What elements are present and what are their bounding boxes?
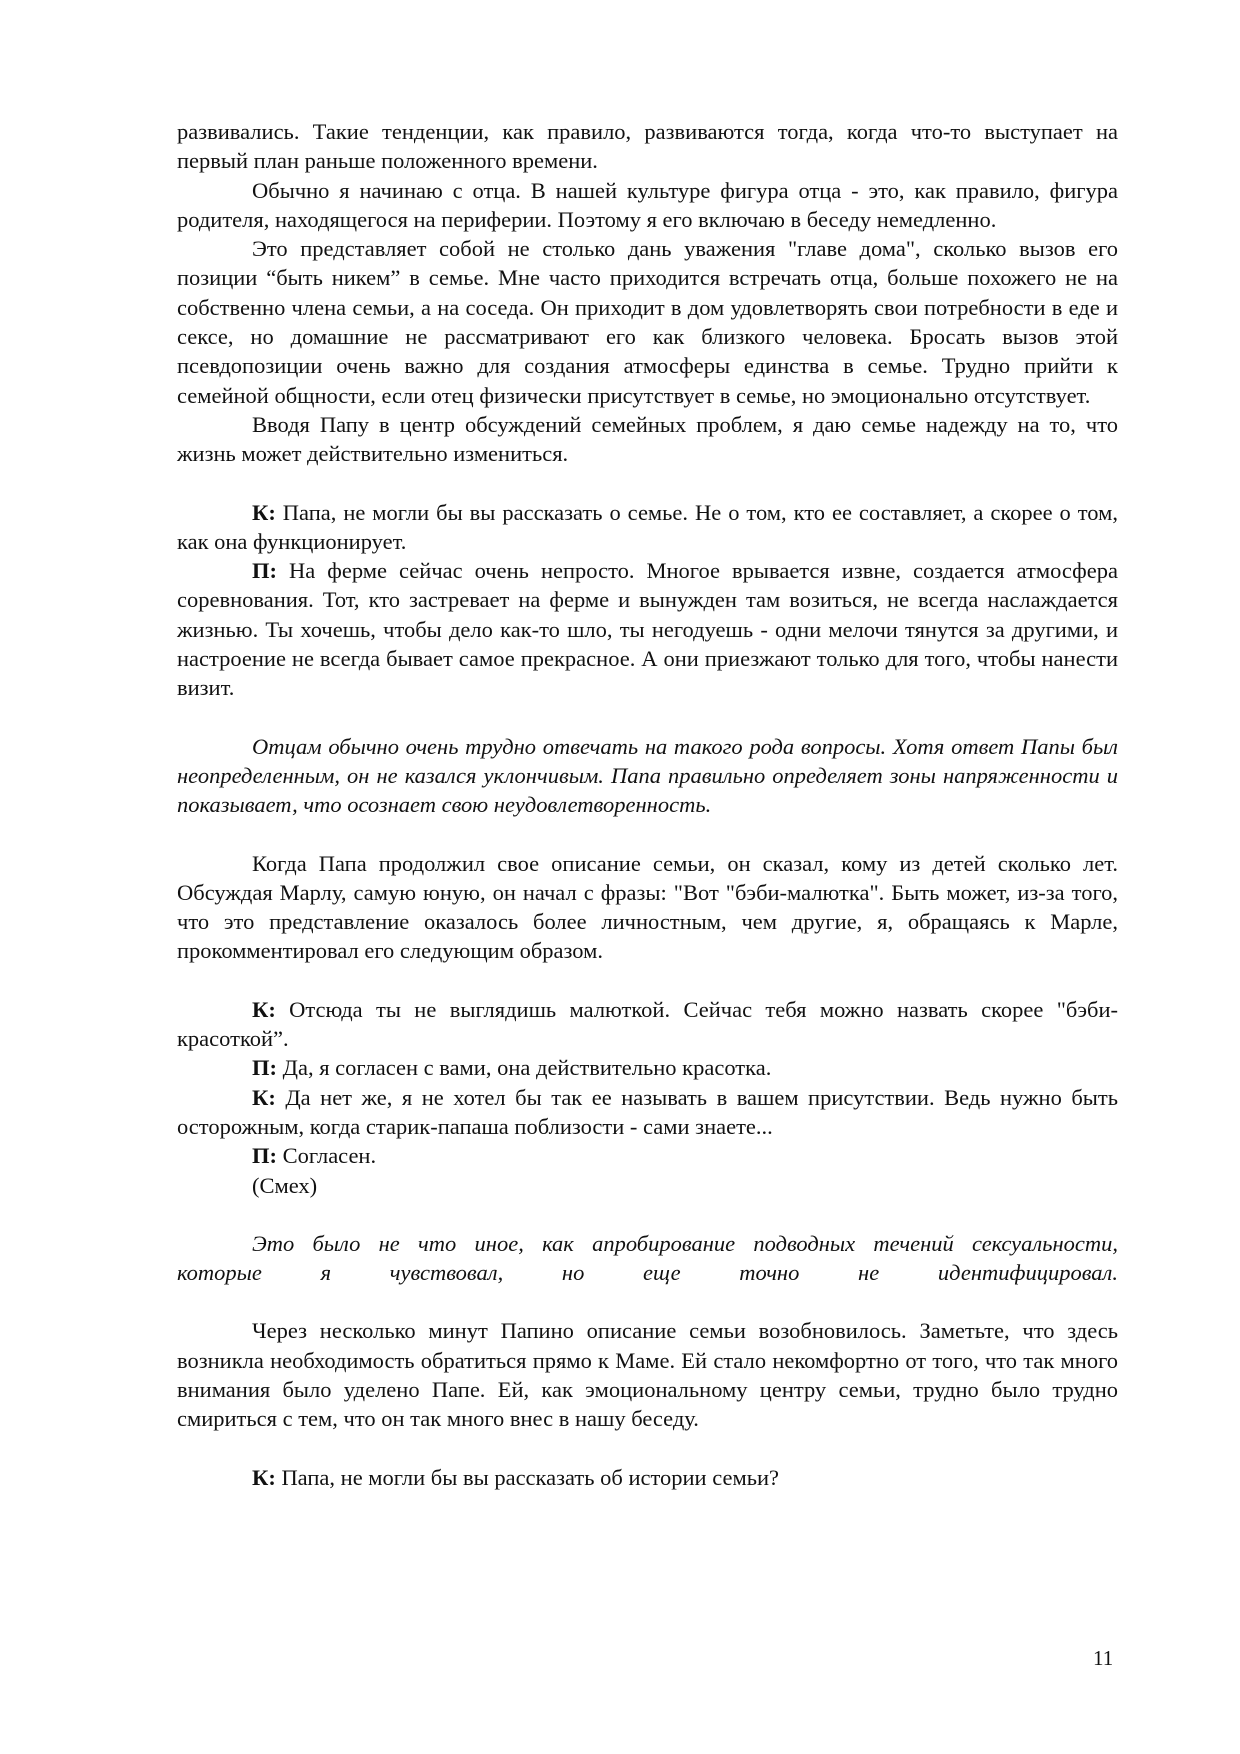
therapist-comment: Отцам обычно очень трудно отвечать на такого рода вопросы. Хотя ответ Папы был неопределенным, он не казался уклончивым. Папа правильно определяет зоны напряженности и показывает, что осознает свою неудовлетворенность. (177, 733, 1118, 818)
spacer (177, 1287, 1118, 1316)
dialog-text: Отсюда ты не выглядишь малюткой. Сейчас тебя можно назвать скорее "бэби-красоткой”. (177, 996, 1118, 1052)
dialog-text: Папа, не могли бы вы рассказать о семье. Не о том, кто ее составляет, а скорее о том, как она функционирует. (177, 499, 1118, 554)
paragraph: Через несколько минут Папино описание семьи возобновилось. Заметьте, что здесь возникла необходимость обратиться прямо к Маме. Ей стало некомфортно от того, что так много внимания было уделено Папе. Ей, как эмоциональному центру семьи, трудно было трудно смириться с тем, что он так много внес в нашу беседу. (177, 1318, 1118, 1432)
speaker-label: К: (252, 499, 276, 525)
page-body (177, 117, 1118, 1492)
dialog-text: Согласен. (277, 1143, 377, 1169)
paragraph: Обычно я начинаю с отца. В нашей культуре фигура отца - это, как правило, фигура родителя, находящегося на периферии. Поэтому я его включаю в беседу немедленно. (177, 177, 1118, 232)
therapist-comment-line: которые я чувствовал, но еще точно не идентифицировал. (177, 1260, 1118, 1286)
paragraph: Когда Папа продолжил свое описание семьи, он сказал, кому из детей сколько лет. Обсуждая Марлу, самую юную, он начал с фразы: "Вот "бэби-малютка". Быть может, из-за того, что это представление оказалось более личностным, чем другие, я, обращаясь к Марле, прокомментировал его следующим образом. (177, 850, 1118, 964)
speaker-label: К: (252, 996, 276, 1022)
spacer (177, 820, 1118, 849)
speaker-label: П: (252, 1055, 277, 1081)
spacer (177, 703, 1118, 732)
dialog-text: Да нет же, я не хотел бы так ее называть в вашем присутствии. Ведь нужно быть осторожным, когда старик-папаша поблизости - сами знаете... (177, 1084, 1118, 1139)
speaker-label: П: (252, 1143, 277, 1169)
dialog-line (177, 1141, 1118, 1170)
page-number: 11 (1093, 1646, 1114, 1670)
dialog-text: На ферме сейчас очень непросто. Многое врывается извне, создается атмосфера соревнования. Тот, кто застревает на ферме и вынужден там возиться, не всегда наслаждается жизнью. Ты хочешь, чтобы дело как-то шло, ты негодуешь - одни мелочи тянутся за другими, и настроение не всегда бывает самое прекрасное. А они приезжают только для того, чтобы нанести визит. (177, 558, 1118, 701)
dialog-line (177, 995, 1118, 1054)
dialog-line (177, 1463, 1118, 1492)
dialog-text: Да, я согласен с вами, она действительно красотка. (277, 1055, 772, 1081)
spacer (177, 1434, 1118, 1463)
laughter-note: (Смех) (252, 1172, 318, 1198)
spacer (177, 469, 1118, 498)
therapist-comment-line: Это было не что иное, как апробирование подводных течений сексуальности, (252, 1230, 1118, 1256)
speaker-label: П: (252, 558, 277, 584)
dialog-line (177, 556, 1118, 702)
dialog-line (177, 1083, 1118, 1142)
speaker-label: К: (252, 1084, 276, 1110)
dialog-line (177, 1053, 1118, 1082)
paragraph: Это представляет собой не столько дань уважения "главе дома", сколько вызов его позиции “быть никем” в семье. Мне часто приходится встречать отца, больше похожего не на собственно члена семьи, а на соседа. Он приходит в дом удовлетворять свои потребности в еде и сексе, но домашние не рассматривают его как близкого человека. Бросать вызов этой псевдопозиции очень важно для создания атмосферы единства в семье. Трудно прийти к семейной общности, если отец физически присутствует в семье, но эмоционально отсутствует. (177, 236, 1118, 408)
paragraph-continuation: развивались. Такие тенденции, как правило, развиваются тогда, когда что-то выступает на первый план раньше положенного времени. (177, 119, 1118, 174)
paragraph: Вводя Папу в центр обсуждений семейных проблем, я даю семье надежду на то, что жизнь может действительно измениться. (177, 411, 1118, 467)
spacer (177, 966, 1118, 995)
spacer (177, 1200, 1118, 1229)
speaker-label: К: (252, 1464, 276, 1490)
dialog-line (177, 498, 1118, 557)
dialog-text: Папа, не могли бы вы рассказать об истории семьи? (275, 1464, 779, 1490)
